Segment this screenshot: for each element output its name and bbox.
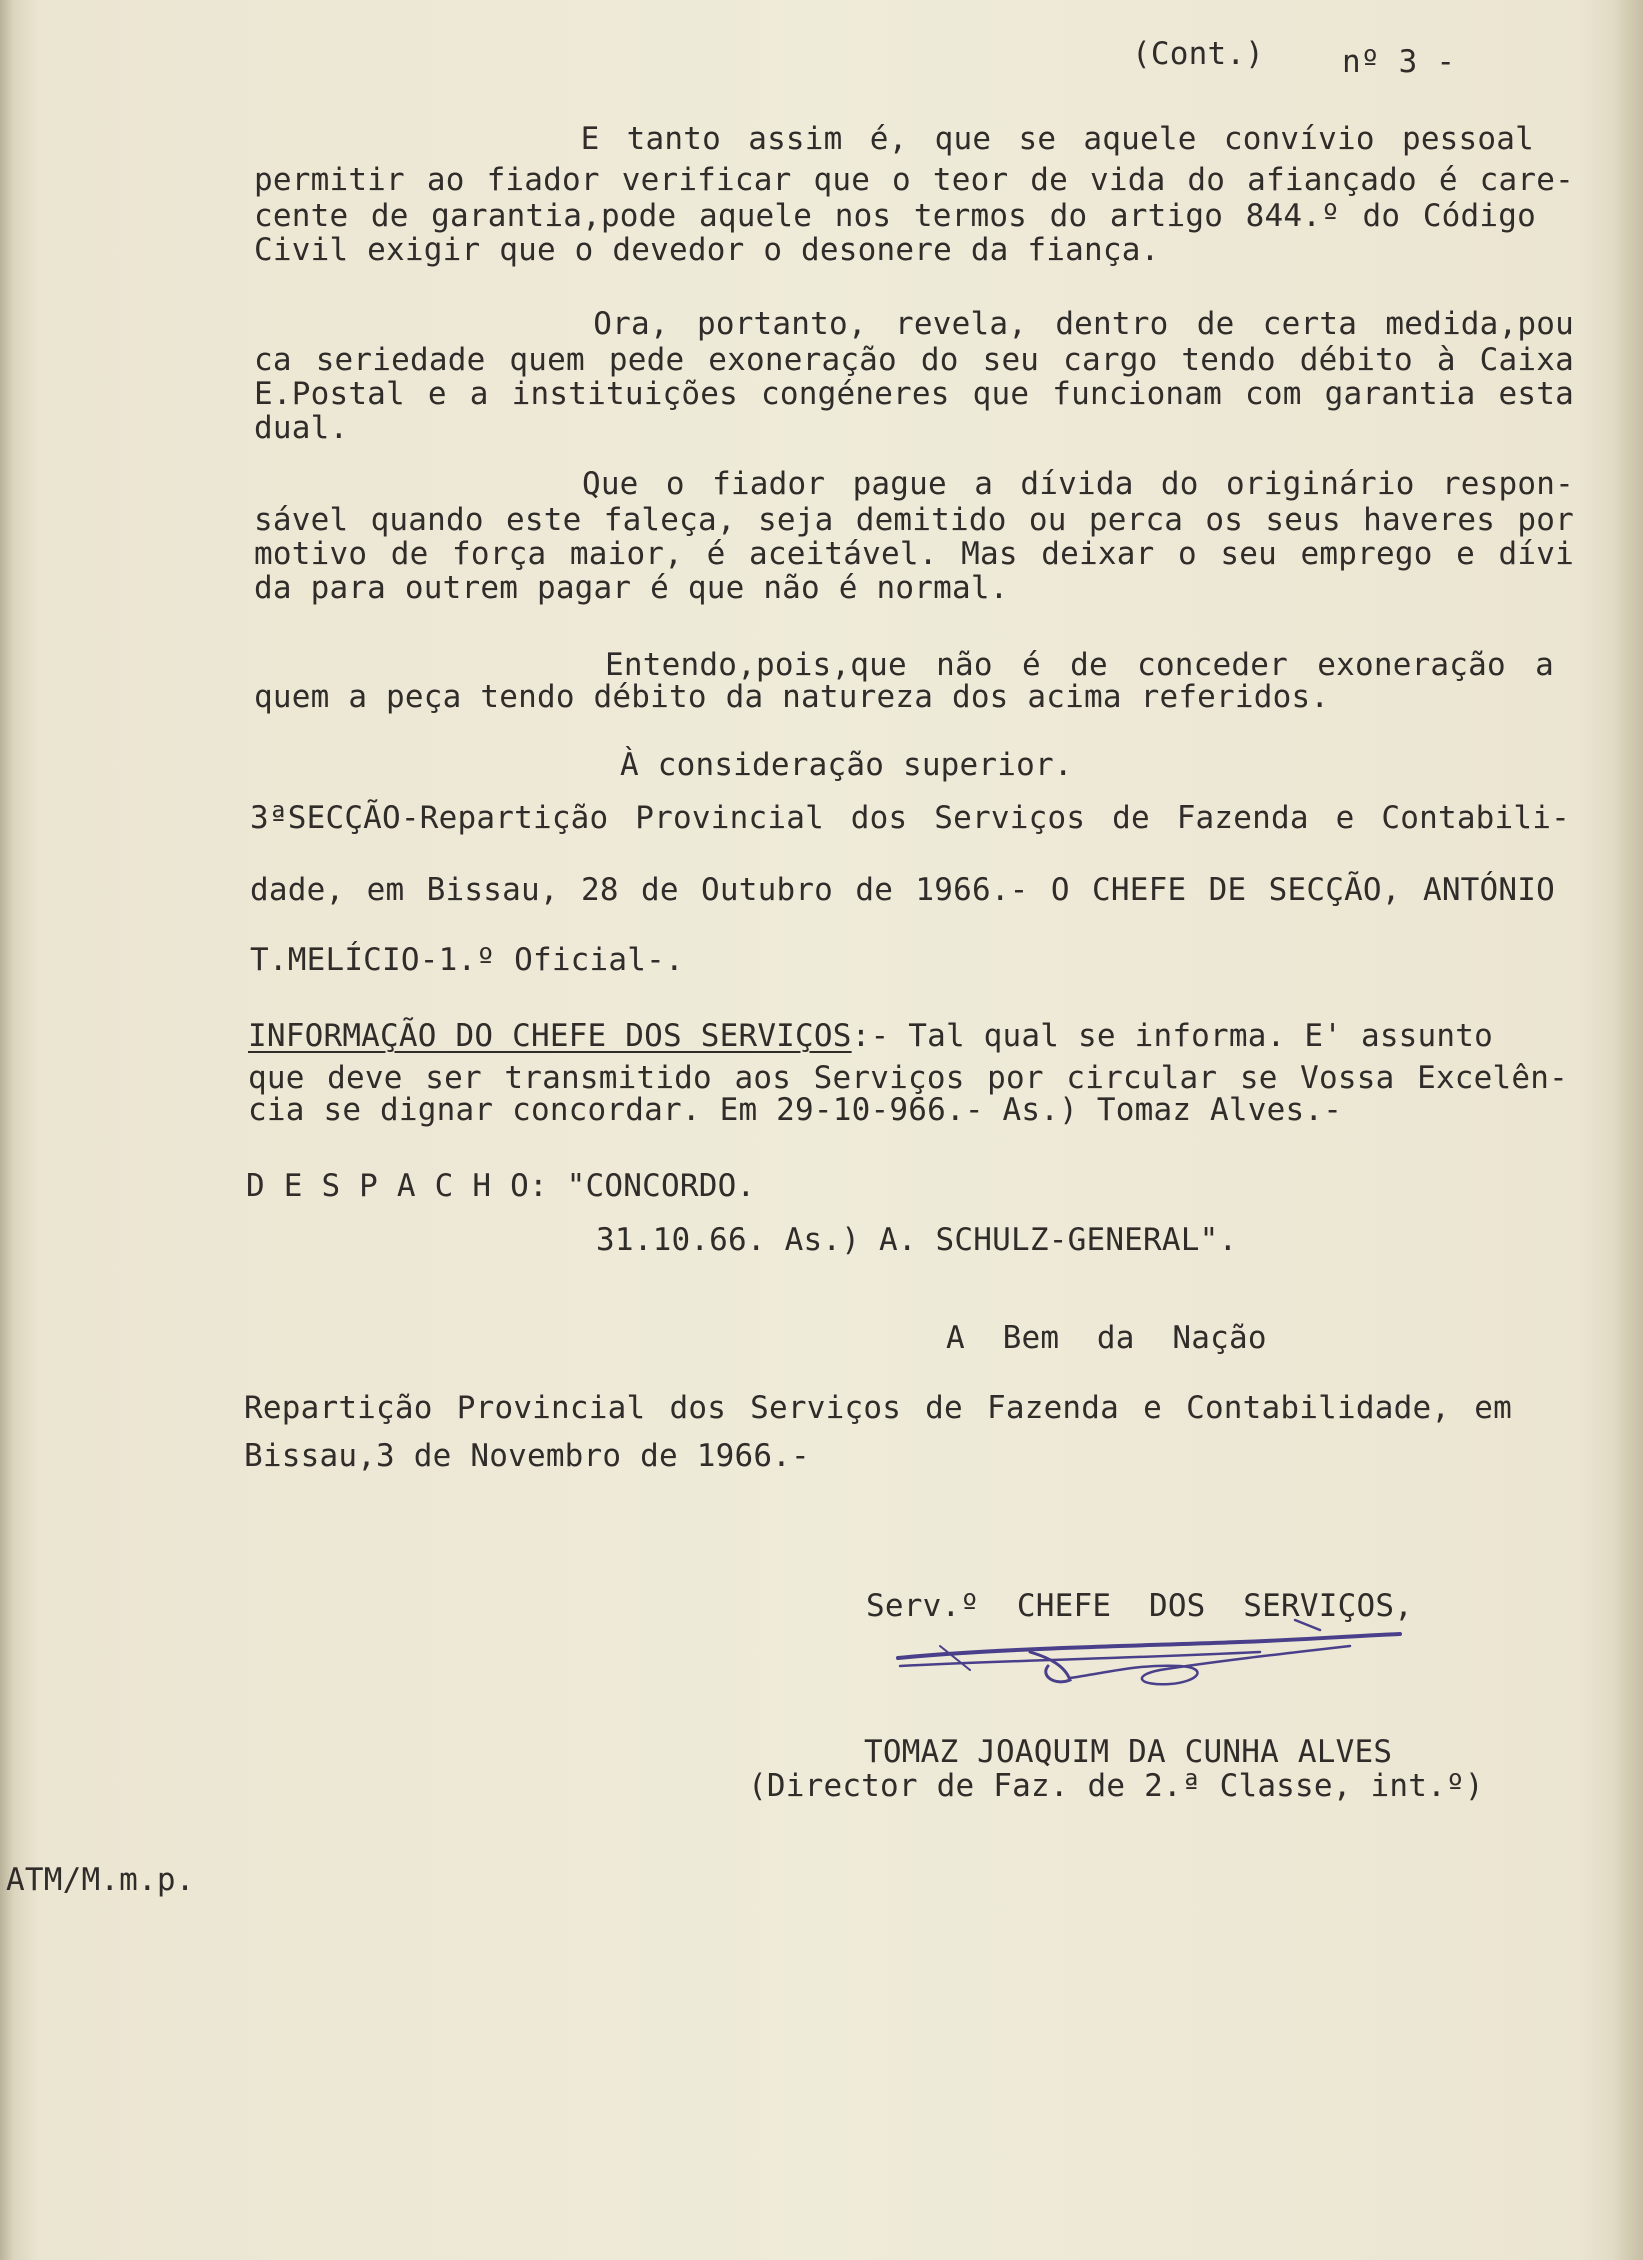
paragraph-4-line-1: Entendo,pois,que não é de conceder exoneração a bbox=[254, 647, 1554, 683]
paragraph-3-line-4: da para outrem pagar é que não é normal. bbox=[254, 570, 1009, 606]
handwritten-signature bbox=[880, 1606, 1460, 1696]
signatory-position: (Director de Faz. de 2.ª Classe, int.º) bbox=[748, 1768, 1484, 1804]
paragraph-1-line-2: permitir ao fiador verificar que o teor de vida do afiançado é care- bbox=[254, 162, 1574, 198]
signatory-name: TOMAZ JOAQUIM DA CUNHA ALVES bbox=[864, 1734, 1393, 1770]
paragraph-2-line-1: Ora, portanto, revela, dentro de certa medida,pou bbox=[254, 306, 1574, 342]
reference-code: ATM/M.m.p. bbox=[6, 1862, 195, 1898]
seccao-line-1: 3ªSECÇÃO-Repartição Provincial dos Serviços de Fazenda e Contabili- bbox=[250, 800, 1570, 836]
despacho-line-2: 31.10.66. As.) A. SCHULZ-GENERAL". bbox=[596, 1222, 1238, 1258]
paragraph-4-line-2: quem a peça tendo débito da natureza dos acima referidos. bbox=[254, 679, 1330, 715]
informacao-heading: INFORMAÇÃO DO CHEFE DOS SERVIÇOS bbox=[248, 1018, 852, 1054]
paragraph-2-line-3: E.Postal e a instituições congéneres que funcionam com garantia esta bbox=[254, 376, 1574, 412]
bem-da-nacao: A Bem da Nação bbox=[946, 1320, 1267, 1356]
closing-line-1: Repartição Provincial dos Serviços de Fazenda e Contabilidade, em bbox=[244, 1390, 1512, 1426]
paragraph-1-line-3: cente de garantia,pode aquele nos termos do artigo 844.º do Código bbox=[254, 198, 1536, 234]
informacao-line-1 bbox=[248, 1018, 1493, 1054]
paper-edge bbox=[1613, 0, 1643, 2260]
signature-title: Serv.º CHEFE DOS SERVIÇOS, bbox=[866, 1588, 1414, 1624]
page-number: nº 3 - bbox=[1342, 44, 1456, 80]
informacao-text: :- Tal qual se informa. E' assunto bbox=[851, 1018, 1494, 1054]
consideracao-line: À consideração superior. bbox=[620, 747, 1073, 783]
paragraph-2-line-4: dual. bbox=[254, 410, 349, 446]
paragraph-3-line-1: Que o fiador pague a dívida do originário respon- bbox=[254, 466, 1574, 502]
paragraph-1-line-1: E tanto assim é, que se aquele convívio pessoal bbox=[254, 121, 1534, 157]
cont-label: (Cont.) bbox=[1132, 36, 1265, 72]
paragraph-2-line-2: ca seriedade quem pede exoneração do seu cargo tendo débito à Caixa bbox=[254, 342, 1574, 378]
paragraph-1-line-4: Civil exigir que o devedor o desonere da fiança. bbox=[254, 232, 1160, 268]
paragraph-3-line-2: sável quando este faleça, seja demitido ou perca os seus haveres por bbox=[254, 502, 1574, 538]
paragraph-3-line-3: motivo de força maior, é aceitável. Mas deixar o seu emprego e dívi bbox=[254, 536, 1574, 572]
despacho-line-1: D E S P A C H O: "CONCORDO. bbox=[246, 1168, 756, 1204]
seccao-line-2: dade, em Bissau, 28 de Outubro de 1966.- O CHEFE DE SECÇÃO, ANTÓNIO bbox=[250, 872, 1555, 908]
closing-line-2: Bissau,3 de Novembro de 1966.- bbox=[244, 1438, 810, 1474]
informacao-line-2: que deve ser transmitido aos Serviços por circular se Vossa Excelên- bbox=[248, 1060, 1568, 1096]
informacao-line-3: cia se dignar concordar. Em 29-10-966.- As.) Tomaz Alves.- bbox=[248, 1092, 1343, 1128]
seccao-line-3: T.MELÍCIO-1.º Oficial-. bbox=[250, 942, 684, 978]
